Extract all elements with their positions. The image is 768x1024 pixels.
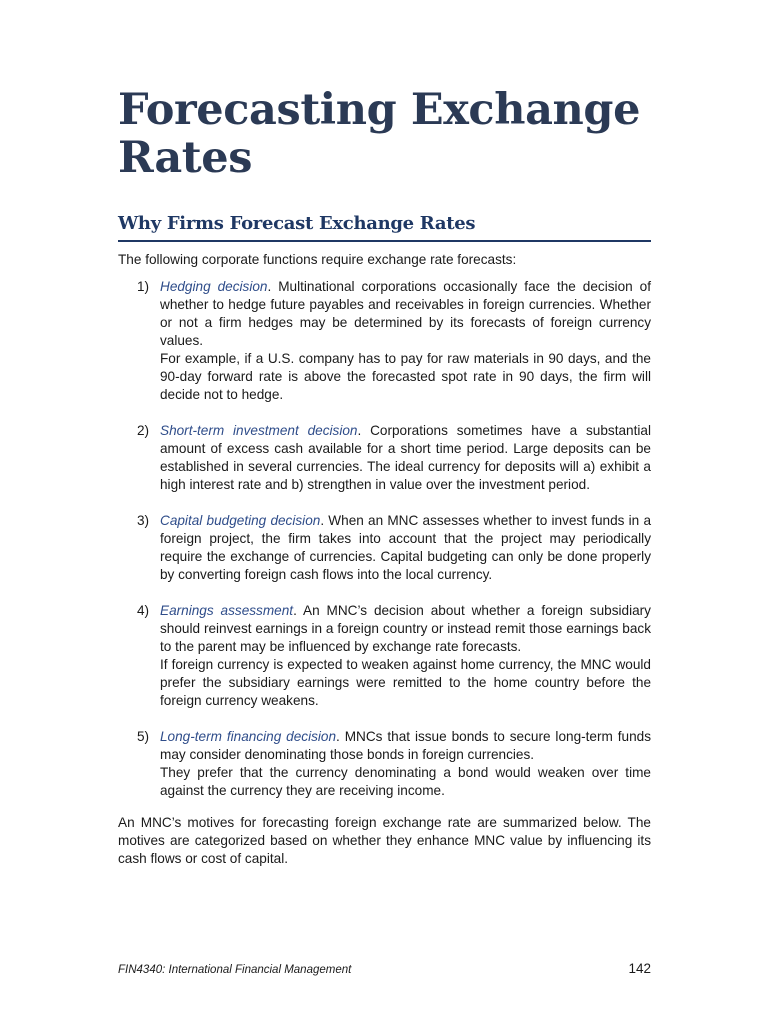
- section-heading: Why Firms Forecast Exchange Rates: [118, 212, 651, 242]
- closing-paragraph: An MNC’s motives for forecasting foreign exchange rate are summarized below. The motives are categorized based on whether they enhance MNC value by influencing its cash flows or cost of capital.: [118, 815, 651, 866]
- item-example: They prefer that the currency denominating a bond would weaken over time against the currency they are receiving income.: [160, 765, 651, 798]
- list-item: [118, 602, 651, 710]
- intro-paragraph: The following corporate functions require exchange rate forecasts:: [118, 252, 517, 267]
- list-item: [118, 422, 651, 494]
- item-example: For example, if a U.S. company has to pay for raw materials in 90 days, and the 90-day forward rate is above the forecasted spot rate in 90 days, the firm will decide not to hedge.: [160, 351, 651, 402]
- footer-course-title: FIN4340: International Financial Management: [118, 964, 352, 976]
- item-description: . MNCs that issue bonds to secure long-term funds may consider denominating those bonds in foreign currencies.: [160, 729, 651, 762]
- item-text: [160, 512, 651, 584]
- item-text: [160, 422, 651, 494]
- list-item: [118, 512, 651, 584]
- item-term: Capital budgeting decision: [160, 513, 321, 528]
- item-description: . Corporations sometimes have a substantial amount of excess cash available for a short time period. Large deposits can be established in several currencies. The ideal currency for deposits will a) exhibit a high interest rate and b) strengthen in value over the investment period.: [160, 423, 651, 492]
- list-item: [118, 728, 651, 800]
- document-page: [118, 0, 651, 1024]
- item-description: . Multinational corporations occasionally face the decision of whether to hedge future payables and receivables in foreign currencies. Whether or not a firm hedges may be determined by its forecasts of foreign currency values.: [160, 279, 651, 348]
- item-term: Short-term investment decision: [160, 423, 358, 438]
- item-number: 4): [137, 603, 150, 618]
- item-text: [160, 602, 651, 656]
- item-description: . When an MNC assesses whether to invest funds in a foreign project, the firm takes into account that the project may periodically require the exchange of currencies. Capital budgeting can only be done properly by converting foreign cash flows into the local currency.: [160, 513, 652, 582]
- item-description: . An MNC’s decision about whether a foreign subsidiary should reinvest earnings in a foreign country or instead remit those earnings back to the parent may be influenced by exchange rate forecasts.: [160, 603, 651, 654]
- page-title: Forecasting Exchange Rates: [118, 85, 641, 183]
- item-number: 1): [137, 279, 150, 294]
- item-number: 2): [137, 423, 150, 438]
- item-term: Long-term financing decision: [160, 729, 337, 744]
- list-item: [118, 278, 651, 404]
- item-number: 3): [137, 513, 150, 528]
- item-text: [160, 728, 651, 764]
- item-term: Hedging decision: [160, 279, 268, 294]
- item-number: 5): [137, 729, 150, 744]
- item-term: Earnings assessment: [160, 603, 294, 618]
- function-list: [118, 278, 651, 818]
- item-text: [160, 278, 651, 350]
- page-number: 142: [628, 961, 651, 976]
- item-example: If foreign currency is expected to weaken against home currency, the MNC would prefer the subsidiary earnings were remitted to the home country before the foreign currency weakens.: [160, 657, 651, 708]
